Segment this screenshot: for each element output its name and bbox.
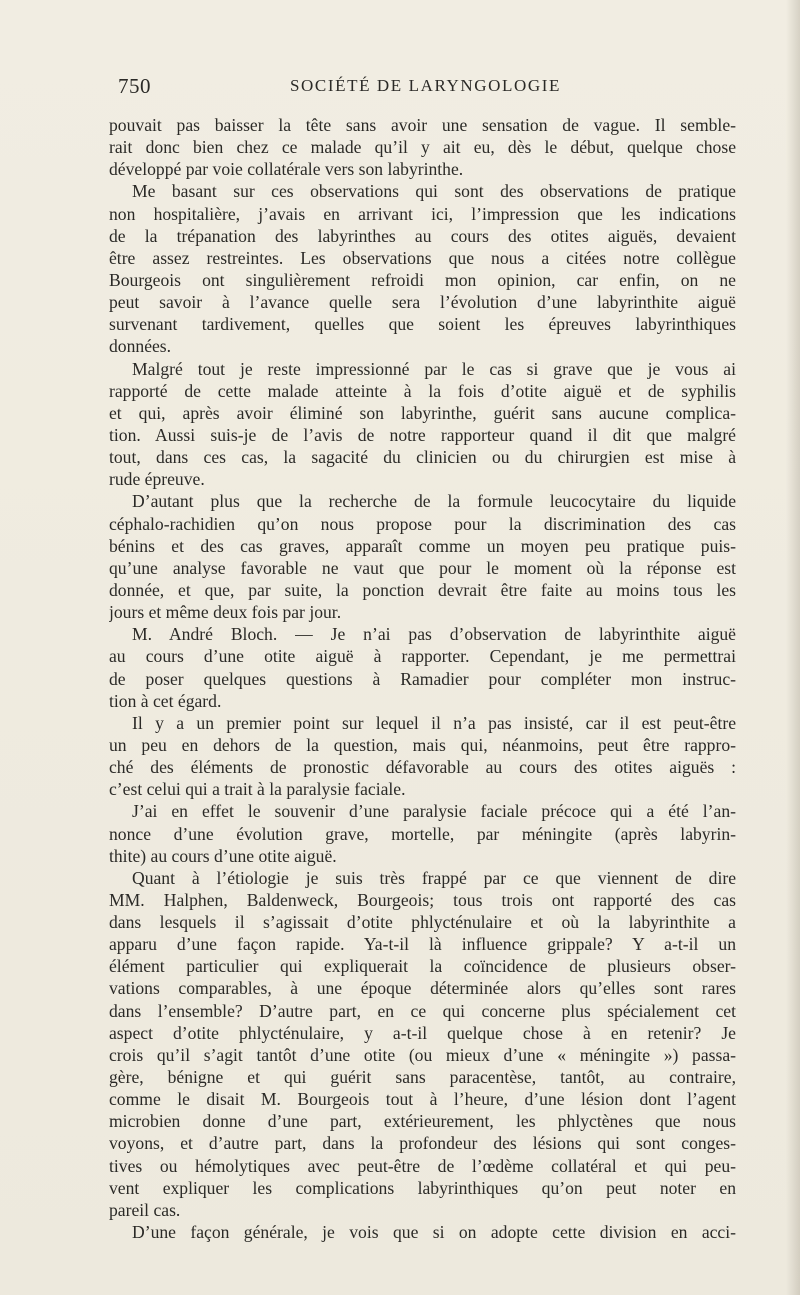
- text-line: rude épreuve.: [109, 469, 205, 490]
- text-line: pouvait pas baisser la tête sans avoir une sensation de vague. Il semble-: [109, 115, 736, 135]
- text-line: non hospitalière, j’avais en arrivant ici, l’impression que les indications: [109, 203, 736, 224]
- text-line: de la trépanation des labyrinthes au cours des otites aiguës, devaient: [109, 225, 736, 246]
- text-line: pareil cas.: [109, 1199, 181, 1220]
- text-line: comme le disait M. Bourgeois tout à l’heure, d’une lésion dont l’agent: [109, 1089, 736, 1110]
- text-line: un peu en dehors de la question, mais qui, néanmoins, peut être rappro-: [109, 734, 736, 755]
- text-line: développé par voie collatérale vers son labyrinthe.: [109, 159, 464, 180]
- text-line: Malgré tout je reste impressionné par le cas si grave que je vous ai: [132, 358, 736, 379]
- text-line: microbien donne d’une part, extérieurement, les phlyctènes que nous: [109, 1111, 736, 1132]
- text-line: de poser quelques questions à Ramadier pour compléter mon instruc-: [109, 668, 736, 689]
- text-line: M. André Bloch. — Je n’ai pas d’observation de labyrinthite aiguë: [132, 624, 736, 645]
- text-line: être assez restreintes. Les observations que nous a citées notre collègue: [109, 247, 736, 268]
- text-line: donnée, et que, par suite, la ponction devrait être faite au moins tous les: [109, 579, 736, 600]
- text-line: bénins et des cas graves, apparaît comme un moyen peu pratique puis-: [109, 535, 736, 556]
- page-header: [118, 74, 638, 104]
- text-line: Me basant sur ces observations qui sont des observations de pratique: [132, 181, 736, 202]
- text-line: peut savoir à l’avance quelle sera l’évolution d’une labyrinthite aiguë: [109, 292, 736, 313]
- text-line: Quant à l’étiologie je suis très frappé par ce que viennent de dire: [132, 867, 736, 888]
- text-line: tion à cet égard.: [109, 690, 222, 711]
- text-line: jours et même deux fois par jour.: [109, 602, 342, 623]
- text-line: qu’une analyse favorable ne vaut que pour le moment où la réponse est: [109, 557, 736, 578]
- text-line: tout, dans ces cas, la sagacité du clinicien ou du chirurgien est mise à: [109, 447, 736, 468]
- text-line: aspect d’otite phlycténulaire, y a-t-il quelque chose à en retenir? Je: [109, 1022, 736, 1043]
- running-title: SOCIÉTÉ DE LARYNGOLOGIE: [290, 76, 561, 95]
- text-line: nonce d’une évolution grave, mortelle, par méningite (après labyrin-: [109, 823, 736, 844]
- text-line: survenant tardivement, quelles que soient les épreuves labyrinthiques: [109, 314, 736, 335]
- text-line: rait donc bien chez ce malade qu’il y ait eu, dès le début, quelque chose: [109, 137, 736, 158]
- text-line: voyons, et d’autre part, dans la profondeur des lésions qui sont conges-: [109, 1133, 736, 1154]
- text-line: élément particulier qui expliquerait la coïncidence de plusieurs obser-: [109, 956, 736, 977]
- text-line: vent expliquer les complications labyrinthiques qu’on peut noter en: [109, 1177, 736, 1198]
- page-edge-shadow: [786, 0, 800, 1295]
- text-line: Il y a un premier point sur lequel il n’a pas insisté, car il est peut-être: [132, 712, 736, 733]
- text-line: données.: [109, 336, 172, 357]
- text-line: et qui, après avoir éliminé son labyrinthe, guérit sans aucune complica-: [109, 402, 736, 423]
- text-line: dans lesquels il s’agissait d’otite phlycténulaire et où la labyrinthite a: [109, 912, 736, 933]
- text-line: c’est celui qui a trait à la paralysie faciale.: [109, 779, 406, 800]
- text-line: tives ou hémolytiques avec peut-être de l’œdème collatéral et qui peu-: [109, 1155, 736, 1176]
- text-line: J’ai en effet le souvenir d’une paralysie faciale précoce qui a été l’an-: [132, 801, 736, 822]
- text-line: apparu d’une façon rapide. Ya-t-il là influence grippale? Y a-t-il un: [109, 934, 736, 955]
- text-line: thite) au cours d’une otite aiguë.: [109, 845, 337, 866]
- page-number: 750: [118, 74, 151, 98]
- body-text: [109, 114, 736, 1243]
- text-line: D’autant plus que la recherche de la formule leucocytaire du liquide: [132, 491, 736, 512]
- text-line: ché des éléments de pronostic défavorable au cours des otites aiguës :: [109, 757, 736, 778]
- text-line: dans l’ensemble? D’autre part, en ce qui concerne plus spécialement cet: [109, 1000, 736, 1021]
- text-line: vations comparables, à une époque déterminée alors qu’elles sont rares: [109, 978, 736, 999]
- text-line: crois qu’il s’agit tantôt d’une otite (ou mieux d’une « méningite ») passa-: [109, 1044, 736, 1065]
- text-line: gère, bénigne et qui guérit sans paracentèse, tantôt, au contraire,: [109, 1067, 736, 1088]
- text-line: tion. Aussi suis-je de l’avis de notre rapporteur quand il dit que malgré: [109, 424, 736, 445]
- text-line: D’une façon générale, je vois que si on adopte cette division en acci-: [132, 1222, 736, 1243]
- text-line: Bourgeois ont singulièrement refroidi mon opinion, car enfin, on ne: [109, 269, 736, 290]
- text-line: rapporté de cette malade atteinte à la fois d’otite aiguë et de syphilis: [109, 380, 736, 401]
- text-line: céphalo-rachidien qu’on nous propose pour la discrimination des cas: [109, 513, 736, 534]
- text-line: au cours d’une otite aiguë à rapporter. Cependant, je me permettrai: [109, 646, 736, 667]
- text-line: MM. Halphen, Baldenweck, Bourgeois; tous trois ont rapporté des cas: [109, 889, 736, 910]
